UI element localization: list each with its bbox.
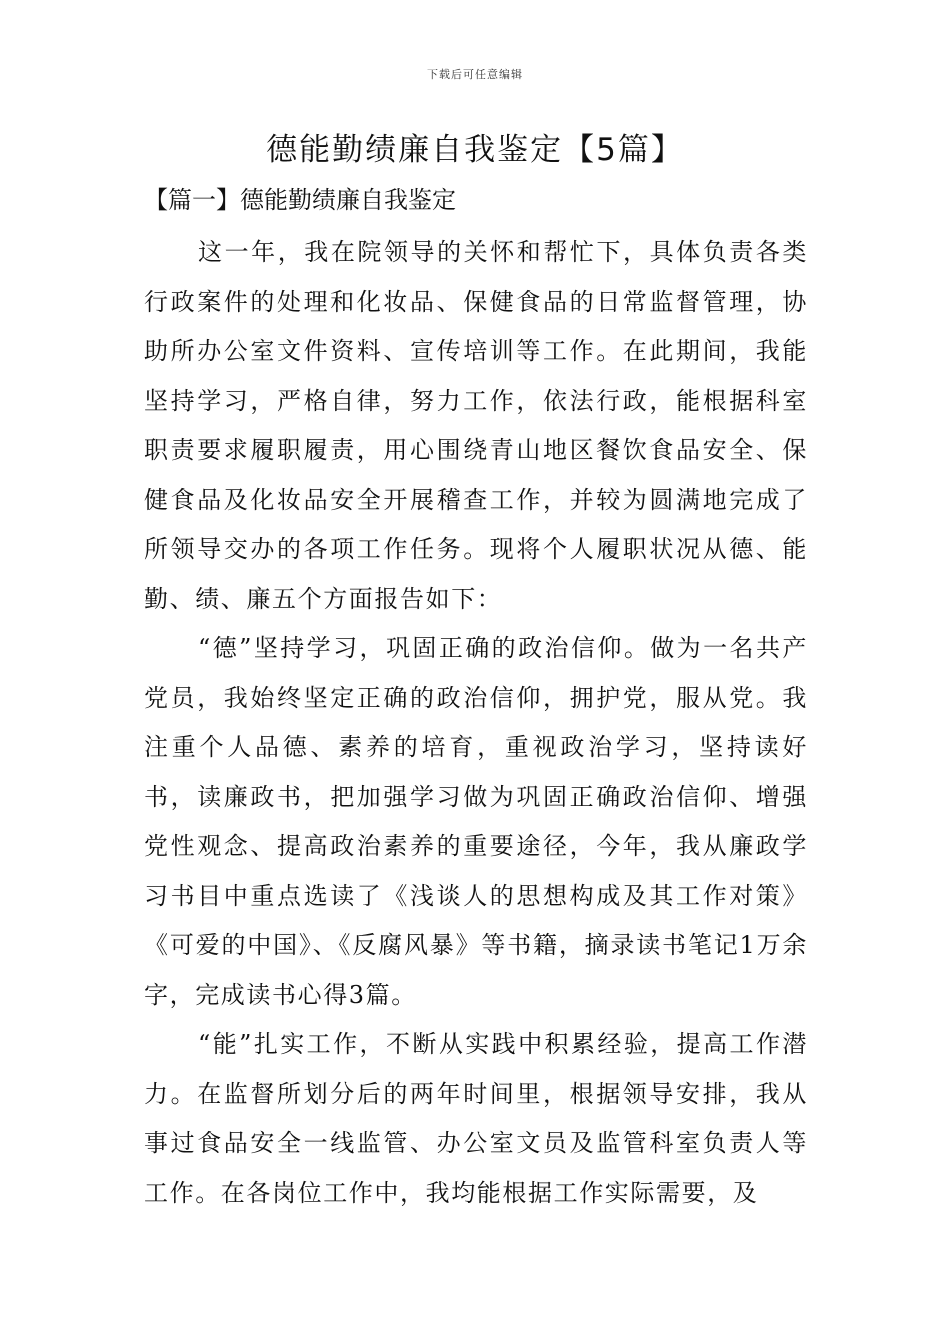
header-note: 下载后可任意编辑 [427, 68, 523, 81]
paragraph-neng: “能”扎实工作，不断从实践中积累经验，提高工作潜力。在监督所划分后的两年时间里，根据领导安排，我从事过食品安全一线监管、办公室文员及监管科室负责人等工作。在各岗位工作中，我均能根据工作实际需要，及 [144, 1030, 808, 1207]
document-title: 德能勤绩廉自我鉴定【5篇】 [266, 132, 684, 168]
section-heading: 【篇一】德能勤绩廉自我鉴定 [144, 186, 456, 214]
paragraph-de: “德”坚持学习，巩固正确的政治信仰。做为一名共产党员，我始终坚定正确的政治信仰，拥护党，服从党。我注重个人品德、素养的培育，重视政治学习，坚持读好书，读廉政书，把加强学习做为巩固正确政治信仰、增强党性观念、提高政治素养的重要途径，今年，我从廉政学习书目中重点选读了《浅谈人的思想构成及其工作对策》《可爱的中国》、《反腐风暴》等书籍，摘录读书笔记1万余字，完成读书心得3篇。 [144, 634, 808, 1009]
body-text [144, 228, 808, 1218]
paragraph-intro: 这一年，我在院领导的关怀和帮忙下，具体负责各类行政案件的处理和化妆品、保健食品的日常监督管理，协助所办公室文件资料、宣传培训等工作。在此期间，我能坚持学习，严格自律，努力工作，依法行政，能根据科室职责要求履职履责，用心围绕青山地区餐饮食品安全、保健食品及化妆品安全开展稽查工作，并较为圆满地完成了所领导交办的各项工作任务。现将个人履职状况从德、能勤、绩、廉五个方面报告如下： [144, 238, 808, 613]
